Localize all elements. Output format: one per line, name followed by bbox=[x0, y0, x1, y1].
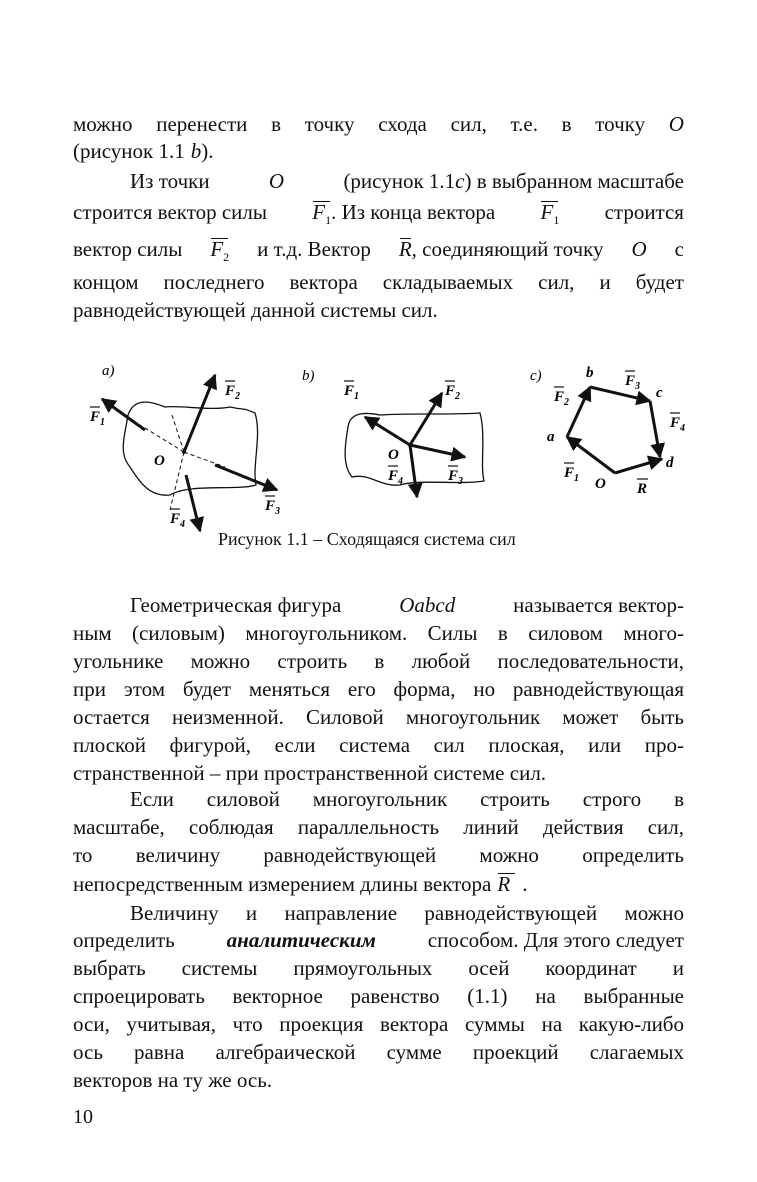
text: (рисунок 1.1 bbox=[343, 169, 456, 193]
text: концом последнего вектора складываемых сил, и будет bbox=[73, 270, 684, 294]
force-arrow-f1-c bbox=[567, 437, 615, 473]
text: способом. Для этого следует bbox=[427, 928, 684, 952]
text bbox=[343, 168, 684, 194]
text-italic: c bbox=[455, 169, 465, 193]
label-point-a: a bbox=[547, 429, 555, 445]
text-words: т.е. bbox=[510, 112, 538, 136]
text-line bbox=[73, 620, 684, 646]
text: F bbox=[265, 498, 276, 514]
label-f1-a bbox=[89, 409, 105, 428]
vector-f1 bbox=[312, 199, 331, 233]
text-line bbox=[73, 927, 684, 953]
text: F bbox=[554, 389, 565, 405]
text-words: в bbox=[561, 112, 572, 136]
text: 4 bbox=[180, 519, 186, 530]
panel-label-c: c) bbox=[530, 368, 542, 384]
text: 3 bbox=[635, 381, 641, 392]
label-f4-a bbox=[169, 511, 185, 530]
text: Геометрическая фигура bbox=[130, 593, 342, 617]
text bbox=[497, 871, 533, 897]
vector-letter: F bbox=[312, 200, 326, 224]
text-words: сил, bbox=[450, 112, 487, 136]
text: то величину равнодействующей можно определить bbox=[73, 843, 684, 867]
text: с bbox=[674, 237, 684, 261]
text: плоской фигурой, если система сил плоская, или про- bbox=[73, 733, 684, 757]
text-line bbox=[73, 676, 684, 702]
text-line bbox=[73, 138, 684, 164]
text: F bbox=[670, 415, 681, 431]
text: F bbox=[445, 383, 456, 399]
text: масштабе, соблюдая параллельность линий действия сил, bbox=[73, 815, 684, 839]
panel-label-b: b) bbox=[302, 368, 315, 384]
text: (рисунок 1.1 bbox=[73, 139, 185, 163]
text-italic: b bbox=[190, 139, 202, 163]
resultant-arrow-r-c bbox=[615, 459, 662, 473]
force-arrow-f4-a bbox=[186, 475, 200, 531]
text: 2 bbox=[235, 391, 241, 402]
text-line bbox=[73, 871, 684, 897]
force-arrow-f4-c bbox=[650, 401, 660, 457]
text: спроецировать векторное равенство (1.1) на выбранные bbox=[73, 984, 684, 1008]
force-arrow-f2-c bbox=[567, 387, 590, 437]
text: определить bbox=[73, 928, 175, 952]
text: строится bbox=[604, 200, 684, 224]
text: угольнике можно строить в любой последовательности, bbox=[73, 649, 684, 673]
vector-letter: R bbox=[497, 872, 511, 896]
text-line bbox=[73, 199, 684, 233]
text-line bbox=[130, 168, 684, 194]
text: называется вектор- bbox=[513, 593, 684, 617]
vector-letter: F bbox=[210, 237, 224, 261]
panel-label-a: a) bbox=[102, 363, 115, 379]
text-line bbox=[130, 900, 684, 926]
text: 3 bbox=[275, 506, 281, 517]
force-arrow-f2-a bbox=[184, 375, 215, 452]
vector-subscript: 1 bbox=[325, 213, 332, 228]
label-f1-c bbox=[563, 465, 579, 484]
text-line bbox=[73, 814, 684, 840]
text-line bbox=[73, 760, 684, 786]
label-o-c: O bbox=[595, 476, 606, 492]
text: строится вектор силы bbox=[73, 200, 267, 224]
text-line bbox=[73, 648, 684, 674]
vector-f2 bbox=[210, 236, 229, 270]
text: 1 bbox=[100, 417, 106, 428]
text: ). bbox=[201, 139, 214, 163]
text: выбрать системы прямоугольных осей координат и bbox=[73, 956, 684, 980]
text-line bbox=[73, 842, 684, 868]
figure-name: Oabcd bbox=[399, 593, 456, 617]
figure-caption: Рисунок 1.1 – Сходящаяся система сил bbox=[218, 529, 516, 549]
text-line bbox=[73, 1011, 684, 1037]
text-line bbox=[73, 269, 684, 295]
label-point-c: c bbox=[656, 385, 663, 401]
text-line bbox=[73, 1039, 684, 1065]
text-words: в bbox=[271, 112, 282, 136]
text: 1 bbox=[574, 473, 580, 484]
text: странственной – при пространственной системе сил. bbox=[73, 761, 547, 785]
text: F bbox=[90, 409, 101, 425]
text: ) в выбранном масштабе bbox=[464, 169, 684, 193]
text: . bbox=[522, 872, 528, 896]
label-f4-c bbox=[669, 415, 685, 434]
text: Величину и направление равнодействующей можно bbox=[130, 901, 684, 925]
force-arrow-f4-b bbox=[410, 445, 417, 497]
text: непосредственным измерением длины вектора bbox=[73, 872, 492, 896]
label-f3-b bbox=[447, 468, 463, 487]
label-f2-a bbox=[224, 383, 240, 402]
text bbox=[312, 199, 495, 233]
force-arrow-f1-b bbox=[365, 417, 410, 445]
label-point-d: d bbox=[666, 455, 674, 471]
label-o-b: O bbox=[388, 447, 399, 463]
label-f1-b bbox=[343, 383, 359, 402]
label-f2-b bbox=[444, 383, 460, 402]
point-o: O bbox=[668, 112, 684, 136]
text: 3 bbox=[458, 476, 464, 487]
point-o: O bbox=[631, 237, 647, 261]
vector-letter: F bbox=[540, 200, 554, 224]
text: F bbox=[225, 383, 236, 399]
body-outline-a bbox=[123, 402, 257, 495]
text-line bbox=[73, 297, 684, 323]
text: Из точки bbox=[130, 169, 210, 193]
text-line bbox=[73, 111, 684, 137]
text: 4 bbox=[680, 423, 686, 434]
text bbox=[399, 236, 604, 270]
vector-f1 bbox=[540, 199, 559, 233]
text: и т.д. Вектор bbox=[257, 237, 371, 261]
label-o-a: O bbox=[154, 453, 165, 469]
label-f2-c bbox=[553, 389, 569, 408]
text: равнодействующей данной системы сил. bbox=[73, 298, 438, 322]
vector-subscript: 2 bbox=[223, 250, 230, 265]
vector-subscript: 1 bbox=[553, 213, 560, 228]
text: F bbox=[564, 465, 575, 481]
text: векторов на ту же ось. bbox=[73, 1068, 273, 1092]
label-r-c: R bbox=[637, 481, 648, 497]
text: F bbox=[448, 468, 459, 484]
label-point-b: b bbox=[586, 365, 594, 381]
text-words: можно bbox=[73, 112, 133, 136]
text-line bbox=[73, 732, 684, 758]
text-words: точку bbox=[304, 112, 355, 136]
text-line bbox=[73, 1067, 684, 1093]
text: 4 bbox=[398, 476, 404, 487]
text: F bbox=[170, 511, 181, 527]
figure-1-1 bbox=[80, 355, 700, 535]
text-line bbox=[73, 236, 684, 270]
intro-line-2 bbox=[73, 138, 219, 164]
text-words: точку bbox=[595, 112, 646, 136]
point-o-a bbox=[182, 450, 186, 454]
text: F bbox=[388, 468, 399, 484]
text: 2 bbox=[455, 391, 461, 402]
force-arrow-f3-c bbox=[590, 387, 650, 401]
page-number: 10 bbox=[73, 1106, 93, 1128]
point-o: O bbox=[268, 169, 285, 193]
force-arrow-f2-b bbox=[410, 393, 442, 445]
text: Если силовой многоугольник строить строго в bbox=[130, 787, 684, 811]
text: 2 bbox=[564, 397, 570, 408]
text-words: перенести bbox=[156, 112, 248, 136]
text: ось равна алгебраической сумме проекций слагаемых bbox=[73, 1040, 684, 1064]
text-line bbox=[73, 955, 684, 981]
label-f3-a bbox=[264, 498, 280, 517]
text: ным (силовым) многоугольником. Силы в силовом много- bbox=[73, 621, 684, 645]
text: вектор силы bbox=[73, 237, 183, 261]
text: F bbox=[344, 383, 355, 399]
text-line bbox=[73, 983, 684, 1009]
text: F bbox=[625, 373, 636, 389]
text-words: схода bbox=[378, 112, 427, 136]
point-o-b bbox=[408, 443, 412, 447]
text-line bbox=[130, 592, 684, 618]
action-lines-a bbox=[140, 415, 225, 510]
text: , соединяющий точку bbox=[411, 237, 604, 261]
text: оси, учитывая, что проекция вектора суммы на какую-либо bbox=[73, 1012, 684, 1036]
force-arrow-f3-b bbox=[410, 445, 465, 457]
vector-letter: R bbox=[398, 237, 412, 261]
emphasis-bold-italic: аналитическим bbox=[226, 928, 376, 952]
vector-r bbox=[399, 236, 412, 262]
vector-r bbox=[497, 871, 516, 897]
text: при этом будет меняться его форма, но равнодействующая bbox=[73, 677, 684, 701]
text-line bbox=[130, 786, 684, 812]
text: . Из конца вектора bbox=[331, 200, 496, 224]
text-line bbox=[73, 704, 684, 730]
label-f3-c bbox=[624, 373, 640, 392]
text: 1 bbox=[354, 391, 360, 402]
text: остается неизменной. Силовой многоугольник может быть bbox=[73, 705, 684, 729]
